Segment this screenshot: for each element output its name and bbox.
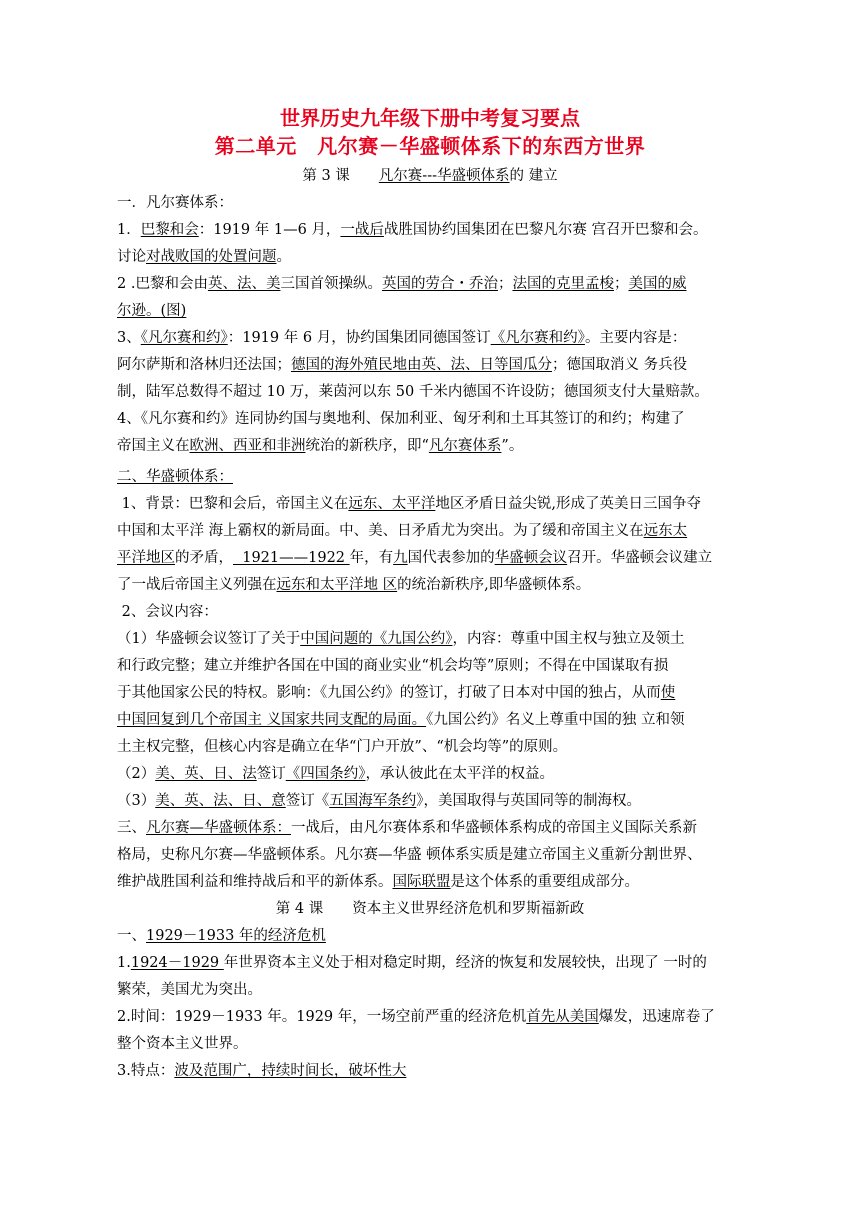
text-segment: （3）	[117, 793, 156, 809]
underlined-text: 德国的海外殖民地由英、法、日等国瓜分	[291, 357, 552, 373]
text-segment: 地区矛盾日益尖锐,形成了英美日三国争夺	[435, 496, 701, 512]
text-segment: 1.	[117, 955, 131, 971]
text-segment: 一、	[117, 928, 146, 944]
text-segment: ，承认彼此在太平洋的权益。	[365, 766, 554, 782]
text-segment: ；德国取消义 务兵役	[552, 357, 688, 373]
text-segment: 1、背景：巴黎和会后，帝国主义在	[117, 496, 349, 512]
text-segment: 维护战胜国利益和维持战后和平的新体系。	[117, 874, 393, 890]
text-line	[117, 466, 233, 488]
text-segment: 统治的新秩序，即“	[305, 438, 429, 454]
underlined-text: 平洋地区	[117, 550, 175, 566]
text-segment: ”。	[501, 438, 524, 454]
underlined-text: 英、法、美	[207, 276, 281, 292]
text-segment: ：1919 年 1—6 月，	[198, 222, 341, 238]
text-segment: 第 3 课	[302, 168, 379, 184]
text-line	[117, 354, 687, 376]
underlined-text: 美、英、法、日、意	[155, 793, 286, 809]
text-segment: 整个资本主义世界。	[117, 1036, 248, 1052]
underlined-text: 凡尔赛体系	[428, 438, 502, 454]
text-line	[117, 655, 668, 677]
underlined-text: 凡尔赛—华盛顿体系：	[146, 820, 291, 836]
underlined-text: 1929－1933 年的经济危机	[146, 928, 326, 944]
text-segment: 三国首领操纵。	[280, 276, 382, 292]
text-line	[117, 408, 684, 430]
text-segment: 格局，史称凡尔赛—华盛顿体系。凡尔赛—华盛 顿体系实质是建立帝国主义重新分割世界、	[117, 847, 702, 863]
text-segment: 一．凡尔赛体系：	[117, 195, 233, 211]
text-segment: 签订《	[285, 793, 330, 809]
text-line	[117, 435, 523, 457]
text-segment: 。主要内容是：	[584, 330, 687, 346]
underlined-text: 国际联盟	[392, 874, 451, 890]
document-title: 世界历史九年级下册中考复习要点	[280, 106, 580, 130]
text-segment: 制，陆军总数得不超过 10 万，莱茵河以东 50 千米内德国不许设防；德国须支付大量赔款。	[117, 384, 709, 400]
underlined-text: 欧洲、西亚和非洲	[189, 438, 306, 454]
text-segment: 三、	[117, 820, 146, 836]
underlined-text: 英国的劳合・乔治	[381, 276, 498, 292]
text-line	[117, 925, 326, 947]
text-segment: 了一战后帝国主义列强在	[117, 577, 277, 593]
text-segment: 年世界资本主义处于相对稳定时期，经济的恢复和发展较快，出现了 一时的	[223, 955, 707, 971]
text-line	[117, 493, 701, 515]
text-line	[117, 1060, 406, 1082]
underlined-text: 首先从美国	[526, 1009, 599, 1025]
underlined-text: 《凡尔赛和约》	[140, 330, 228, 346]
text-segment: 和行政完整；建立并维护各国在中国的商业实业“机会均等”原则；不得在中国谋取有损	[117, 658, 669, 674]
underlined-text: 五国海军条约	[329, 793, 417, 809]
text-line	[117, 246, 291, 268]
text-line	[117, 979, 262, 1001]
text-line	[117, 192, 233, 214]
text-segment: ；	[613, 276, 629, 292]
text-line	[117, 628, 684, 650]
text-segment: 3、	[117, 330, 141, 346]
underlined-text: 一战后	[340, 222, 384, 238]
text-segment: 3.特点：	[117, 1063, 175, 1079]
text-line	[117, 709, 684, 731]
text-line	[117, 381, 709, 403]
text-segment: 2.时间：1929－1933 年。1929 年，一场空前严重的经济危机	[117, 1009, 527, 1025]
text-line	[117, 952, 707, 974]
underlined-text: 1921——1922	[233, 550, 350, 566]
text-segment: 2 .巴黎和会由	[117, 276, 208, 292]
text-line	[117, 547, 712, 569]
text-segment: 于其他国家公民的特权。影响：《九国公约》的签订，打破了日本对中国的独占，从而	[117, 685, 661, 701]
text-segment: 讨论	[117, 249, 146, 265]
underlined-text: 1924－1929	[130, 955, 224, 971]
text-segment: 爆发，迅速席卷了	[598, 1009, 715, 1025]
text-line	[117, 219, 708, 241]
underlined-text: 对战败国的处置问题	[146, 249, 277, 265]
underlined-text: 远东太	[643, 523, 688, 539]
underlined-text: 尔逊。(图)	[117, 303, 187, 319]
text-segment: （2）	[117, 766, 156, 782]
text-segment: 的 建立	[509, 168, 558, 184]
underlined-text: 波及范围广，持续时间长，破坏性大	[174, 1063, 407, 1079]
underlined-text: 远东和太平洋地 区	[276, 577, 398, 593]
text-segment: 是这个体系的重要组成部分。	[450, 874, 639, 890]
text-segment: 》，美国取得与英国同等的制海权。	[416, 793, 641, 809]
text-line	[117, 520, 687, 542]
underlined-text: 《四国条约》	[285, 766, 366, 782]
text-line	[117, 1006, 715, 1028]
text-segment: ，内容：尊重中国主权与独立及领土	[452, 631, 685, 647]
text-line	[117, 736, 567, 758]
text-segment: ：1919 年 6 月，协约国集团同德国签订	[227, 330, 491, 346]
underlined-text: 远东、太平洋	[348, 496, 436, 512]
underlined-text: 二、华盛顿体系：	[117, 469, 233, 485]
text-line	[117, 300, 186, 322]
text-line	[0, 165, 860, 187]
text-segment: 签订	[256, 766, 286, 782]
text-line	[117, 871, 639, 893]
text-segment: 年，有	[349, 550, 394, 566]
underlined-text: 九	[393, 550, 408, 566]
text-line	[117, 1033, 248, 1055]
text-segment: 的统治新秩序,即华盛顿体系。	[397, 577, 591, 593]
unit-title: 第二单元 凡尔赛－华盛顿体系下的东西方世界	[214, 134, 646, 158]
text-line	[117, 790, 641, 812]
text-line	[117, 273, 686, 295]
text-line	[117, 763, 554, 785]
underlined-text: 巴黎和会	[140, 222, 199, 238]
text-line	[117, 327, 686, 349]
text-segment: 一战后，由凡尔赛体系和华盛顿体系构成的帝国主义国际关系新	[291, 820, 697, 836]
text-segment: 1．	[117, 222, 141, 238]
underlined-text: 美、英、日、法	[155, 766, 257, 782]
text-segment: 阿尔萨斯和洛林归还法国；	[117, 357, 291, 373]
text-line	[117, 601, 218, 623]
text-segment: 帝国主义在	[117, 438, 190, 454]
text-segment: 中国和太平洋 海上霸权的新局面。中、美、日矛盾尤为突出。为了缓和帝国主义在	[117, 523, 644, 539]
underlined-text: 使	[660, 685, 676, 701]
text-segment: 召开。华盛顿会议建立	[567, 550, 713, 566]
text-segment: 繁荣，美国尤为突出。	[117, 982, 262, 998]
text-segment: 。	[276, 249, 291, 265]
underlined-text: 法国的克里孟梭	[512, 276, 614, 292]
text-segment: 战胜国协约国集团在巴黎凡尔赛 宫召开巴黎和会。	[383, 222, 708, 238]
text-segment: 《九国公约》名义上尊重中国的独 立和领	[426, 712, 685, 728]
text-segment: 国代表参加的	[407, 550, 495, 566]
text-segment: 土主权完整，但核心内容是确立在华“门户开放”、“机会均等”的原则。	[117, 739, 568, 755]
underlined-text: 中国回复到几个帝国主 义国家共同支配的局面。	[117, 712, 427, 728]
underlined-text: 华盛顿会议	[494, 550, 568, 566]
underlined-text: 中国问题的《九国公约》	[300, 631, 453, 647]
text-line	[117, 682, 675, 704]
text-line	[0, 898, 860, 920]
text-segment: 第 4 课 资本主义世界经济危机和罗斯福新政	[275, 901, 585, 917]
text-segment: 2、会议内容：	[117, 604, 218, 620]
text-segment: 的矛盾，	[175, 550, 233, 566]
text-line	[117, 844, 702, 866]
underlined-text: 《凡尔赛和约》	[490, 330, 585, 346]
text-segment: 4、《凡尔赛和约》连同协约国与奥地利、保加利亚、匈牙利和土耳其签订的和约；构建了	[117, 411, 685, 427]
text-line	[117, 817, 697, 839]
text-line	[117, 574, 590, 596]
text-segment: ；	[497, 276, 513, 292]
underlined-text: 凡尔赛---华盛顿体系	[378, 168, 510, 184]
underlined-text: 美国的威	[628, 276, 687, 292]
text-segment: （1）华盛顿会议签订了关于	[117, 631, 301, 647]
